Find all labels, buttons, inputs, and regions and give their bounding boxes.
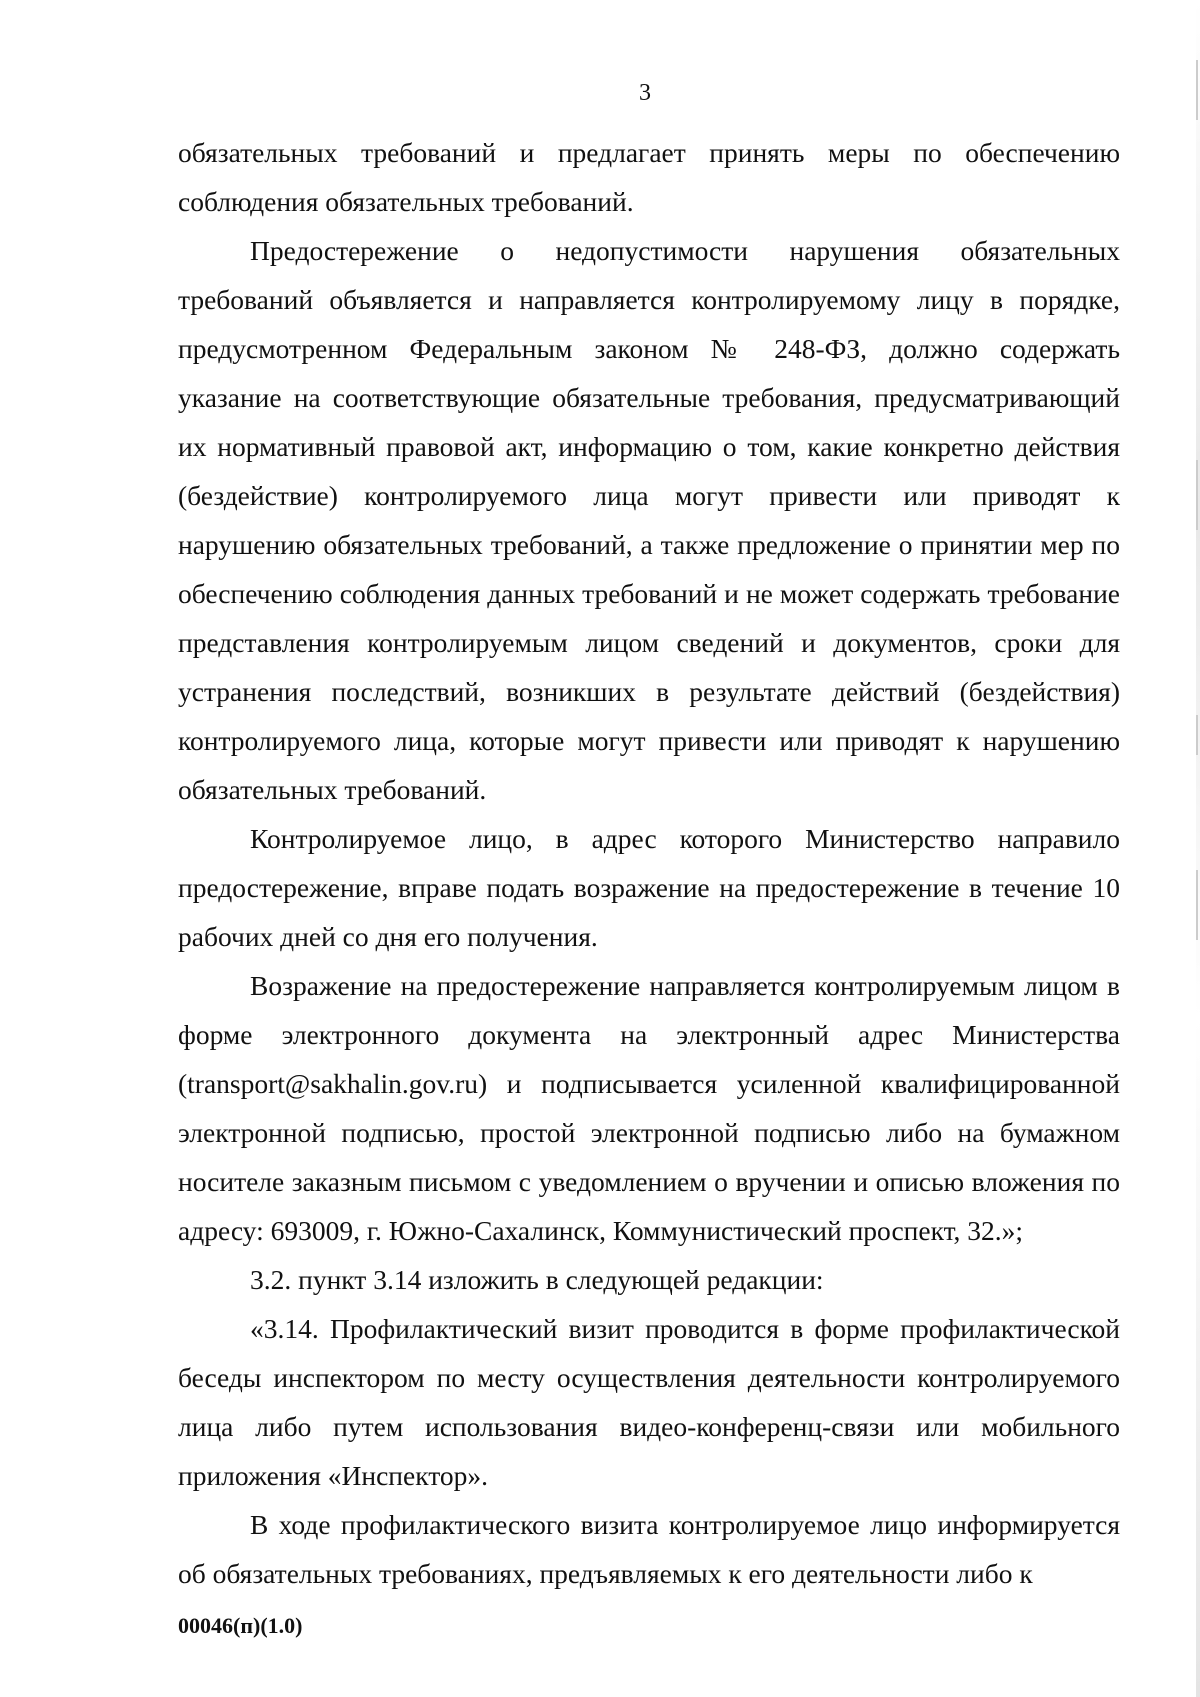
paragraph-warning-content: Предостережение о недопустимости нарушения обязательных требований объявляется и направляется контролируемому лицу в порядке, предусмотренном Федеральным законом № 248-ФЗ, должно содержать указание на соответствующие обязательные требования, предусматривающий их нормативный правовой акт, информацию о том, какие конкретно действия (бездействие) контролируемого лица могут привести или приводят к нарушению обязательных требований, а также предложение о принятии мер по обеспечению соблюдения данных требований и не может содержать требование представления контролируемым лицом сведений и документов, сроки для устранения последствий, возникших в результате действий (бездействия) контролируемого лица, которые могут привести или приводят к нарушению обязательных требований.	[178, 235, 1120, 805]
scan-edge	[1196, 0, 1200, 1697]
paragraph-objection-right: Контролируемое лицо, в адрес которого Министерство направило предостережение, вправе подать возражение на предостережение в течение 10 рабочих дней со дня его получения.	[178, 823, 1120, 952]
document-body	[178, 128, 1120, 1598]
paragraph-clause-3-14: «3.14. Профилактический визит проводится в форме профилактической беседы инспектором по месту осуществления деятельности контролируемого лица либо путем использования видео-конференц-связи или мобильного приложения «Инспектор».	[178, 1313, 1120, 1491]
scan-mark	[1196, 870, 1198, 940]
page-number: 3	[639, 80, 651, 106]
paragraph-objection-delivery: Возражение на предостережение направляется контролируемым лицом в форме электронного документа на электронный адрес Министерства (transport@sakhalin.gov.ru) и подписывается усиленной квалифицированной электронной подписью, простой электронной подписью либо на бумажном носителе заказным письмом с уведомлением о вручении и описью вложения по адресу: 693009, г. Южно-Сахалинск, Коммунистический проспект, 32.»;	[178, 970, 1120, 1246]
paragraph-visit-info: В ходе профилактического визита контролируемое лицо информируется об обязательных требованиях, предъявляемых к его деятельности либо к	[178, 1509, 1120, 1589]
paragraph-amendment-3-2: 3.2. пункт 3.14 изложить в следующей редакции:	[250, 1264, 824, 1295]
scan-mark	[1196, 460, 1198, 530]
scan-mark	[1196, 60, 1198, 120]
paragraph-continuation: обязательных требований и предлагает принять меры по обеспечению соблюдения обязательных требований.	[178, 137, 1120, 217]
scan-mark	[1196, 715, 1198, 755]
document-code: 00046(п)(1.0)	[178, 1613, 303, 1638]
